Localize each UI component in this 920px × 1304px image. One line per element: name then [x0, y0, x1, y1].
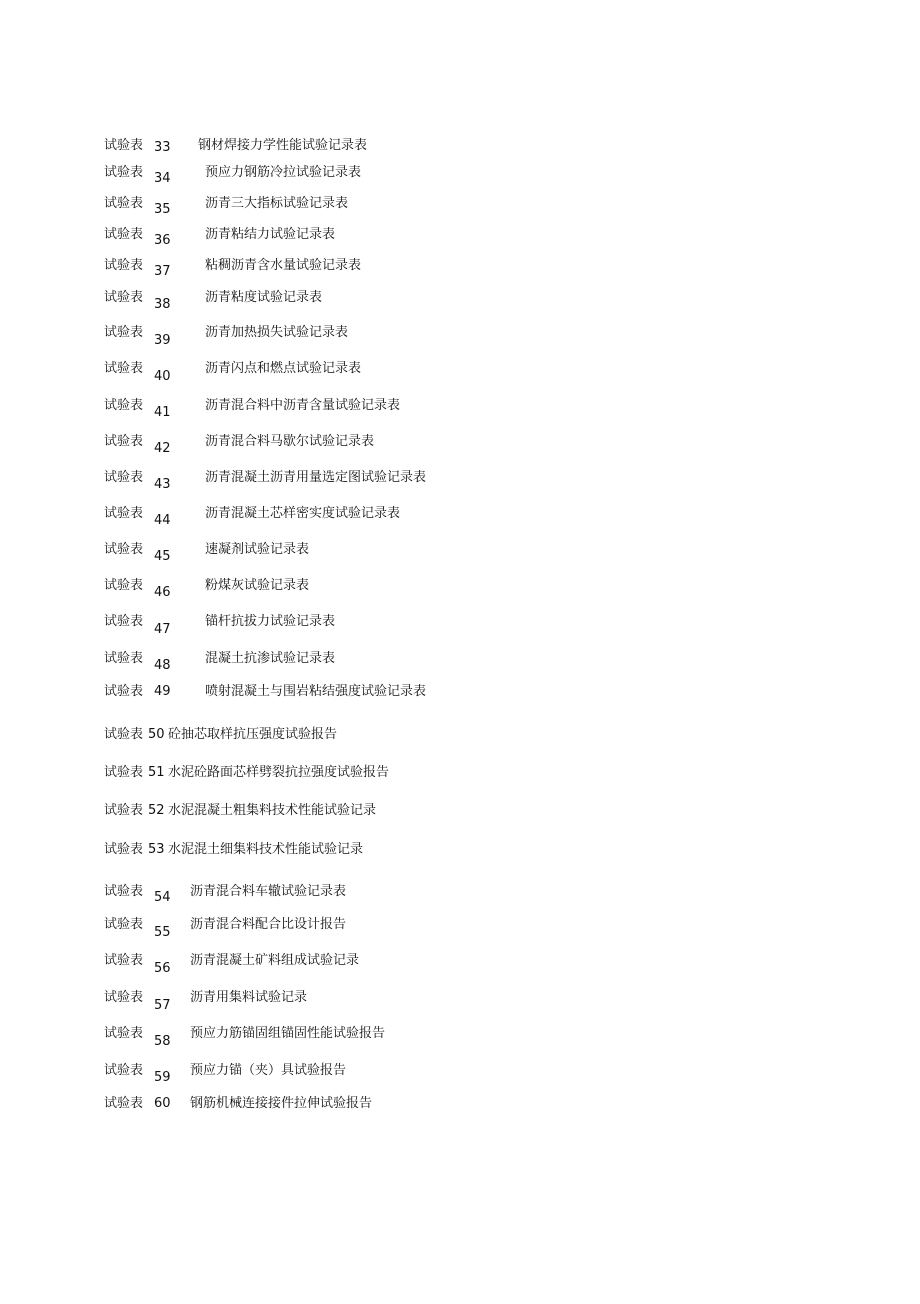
entry-number: 33	[154, 140, 171, 155]
list-item	[0, 542, 900, 566]
entry-label: 试验表	[104, 196, 144, 211]
list-item	[0, 470, 900, 494]
list-item	[0, 803, 900, 827]
entry-title: 沥青闪点和燃点试验记录表	[205, 361, 362, 376]
entry-title: 沥青混凝土沥青用量选定图试验记录表	[205, 470, 427, 485]
list-item	[0, 398, 900, 422]
entry-label: 试验表	[104, 578, 144, 593]
entry-number: 52	[148, 803, 165, 818]
entry-label: 试验表	[104, 398, 144, 413]
entry-title: 喷射混凝土与围岩粘结强度试验记录表	[205, 684, 427, 699]
entry-label: 试验表	[104, 1063, 144, 1078]
entry-number: 60	[154, 1096, 171, 1111]
list-item	[0, 290, 900, 314]
entry-number: 49	[154, 684, 171, 699]
entry-label: 试验表	[104, 727, 144, 742]
entry-title: 沥青混合料中沥青含量试验记录表	[205, 398, 401, 413]
entry-label: 试验表	[104, 138, 144, 153]
entry-label: 试验表	[104, 917, 144, 932]
list-item	[0, 990, 900, 1014]
entry-number: 55	[154, 925, 171, 940]
list-item	[0, 506, 900, 530]
entry-number: 47	[154, 622, 171, 637]
list-item	[0, 258, 900, 282]
list-item	[0, 196, 900, 220]
entry-number: 35	[154, 202, 171, 217]
list-item	[0, 917, 900, 941]
entry-label: 试验表	[104, 361, 144, 376]
entry-title: 沥青混合料配合比设计报告	[190, 917, 347, 932]
list-item	[0, 361, 900, 385]
entry-title: 沥青粘度试验记录表	[205, 290, 323, 305]
entry-label: 试验表	[104, 1096, 144, 1111]
entry-title: 沥青混凝土矿料组成试验记录	[190, 953, 360, 968]
list-item	[0, 884, 900, 908]
entry-title: 混凝土抗渗试验记录表	[205, 651, 336, 666]
list-item	[0, 165, 900, 189]
entry-label: 试验表	[104, 990, 144, 1005]
entry-number: 50	[148, 727, 165, 742]
entry-number: 58	[154, 1034, 171, 1049]
entry-number: 34	[154, 171, 171, 186]
entry-title: 预应力锚（夹）具试验报告	[190, 1063, 347, 1078]
list-item	[0, 684, 900, 708]
list-item	[0, 434, 900, 458]
entry-label: 试验表	[104, 290, 144, 305]
entry-title: 预应力钢筋冷拉试验记录表	[205, 165, 362, 180]
entry-label: 试验表	[104, 165, 144, 180]
entry-number: 57	[154, 998, 171, 1013]
entry-number: 56	[154, 961, 171, 976]
entry-number: 39	[154, 333, 171, 348]
entry-number: 48	[154, 658, 171, 673]
entry-label: 试验表	[104, 651, 144, 666]
entry-label: 试验表	[104, 684, 144, 699]
list-item	[0, 1096, 900, 1120]
entry-number: 36	[154, 233, 171, 248]
entry-number: 44	[154, 513, 171, 528]
list-item	[0, 765, 900, 789]
entry-title: 沥青加热损失试验记录表	[205, 325, 349, 340]
list-item	[0, 842, 900, 866]
entry-title: 钢材焊接力学性能试验记录表	[198, 138, 368, 153]
entry-title: 水泥砼路面芯样劈裂抗拉强度试验报告	[168, 765, 390, 780]
list-item	[0, 651, 900, 675]
entry-label: 试验表	[104, 258, 144, 273]
entry-label: 试验表	[104, 325, 144, 340]
entry-number: 40	[154, 369, 171, 384]
entry-label: 试验表	[104, 506, 144, 521]
entry-title: 钢筋机械连接接件拉伸试验报告	[190, 1096, 373, 1111]
entry-title: 水泥混凝土粗集料技术性能试验记录	[168, 803, 377, 818]
list-item	[0, 325, 900, 349]
entry-label: 试验表	[104, 842, 144, 857]
entry-number: 43	[154, 477, 171, 492]
list-item	[0, 953, 900, 977]
entry-title: 锚杆抗拔力试验记录表	[205, 614, 336, 629]
list-item	[0, 1026, 900, 1050]
entry-label: 试验表	[104, 227, 144, 242]
entry-label: 试验表	[104, 765, 144, 780]
entry-label: 试验表	[104, 542, 144, 557]
entry-number: 59	[154, 1070, 171, 1085]
entry-label: 试验表	[104, 614, 144, 629]
list-item	[0, 614, 900, 638]
entry-number: 45	[154, 549, 171, 564]
entry-title: 沥青三大指标试验记录表	[205, 196, 349, 211]
entry-number: 53	[148, 842, 165, 857]
list-item	[0, 578, 900, 602]
list-item	[0, 138, 900, 162]
entry-label: 试验表	[104, 1026, 144, 1041]
entry-number: 41	[154, 405, 171, 420]
entry-title: 速凝剂试验记录表	[205, 542, 310, 557]
entry-title: 沥青混凝土芯样密实度试验记录表	[205, 506, 401, 521]
entry-title: 沥青混合料车辙试验记录表	[190, 884, 347, 899]
entry-number: 38	[154, 297, 171, 312]
entry-title: 粉煤灰试验记录表	[205, 578, 310, 593]
entry-label: 试验表	[104, 953, 144, 968]
entry-title: 水泥混土细集料技术性能试验记录	[168, 842, 364, 857]
entry-title: 沥青粘结力试验记录表	[205, 227, 336, 242]
entry-label: 试验表	[104, 803, 144, 818]
entry-title: 沥青用集料试验记录	[190, 990, 308, 1005]
list-item	[0, 227, 900, 251]
list-item	[0, 727, 900, 751]
entry-number: 46	[154, 585, 171, 600]
list-item	[0, 1063, 900, 1087]
entry-number: 37	[154, 264, 171, 279]
entry-label: 试验表	[104, 884, 144, 899]
entry-title: 沥青混合料马歇尔试验记录表	[205, 434, 375, 449]
entry-number: 42	[154, 441, 171, 456]
entry-title: 预应力筋锚固组锚固性能试验报告	[190, 1026, 386, 1041]
entry-title: 粘稠沥青含水量试验记录表	[205, 258, 362, 273]
entry-number: 54	[154, 890, 171, 905]
entry-number: 51	[148, 765, 165, 780]
entry-label: 试验表	[104, 434, 144, 449]
entry-title: 砼抽芯取样抗压强度试验报告	[168, 727, 338, 742]
entry-label: 试验表	[104, 470, 144, 485]
